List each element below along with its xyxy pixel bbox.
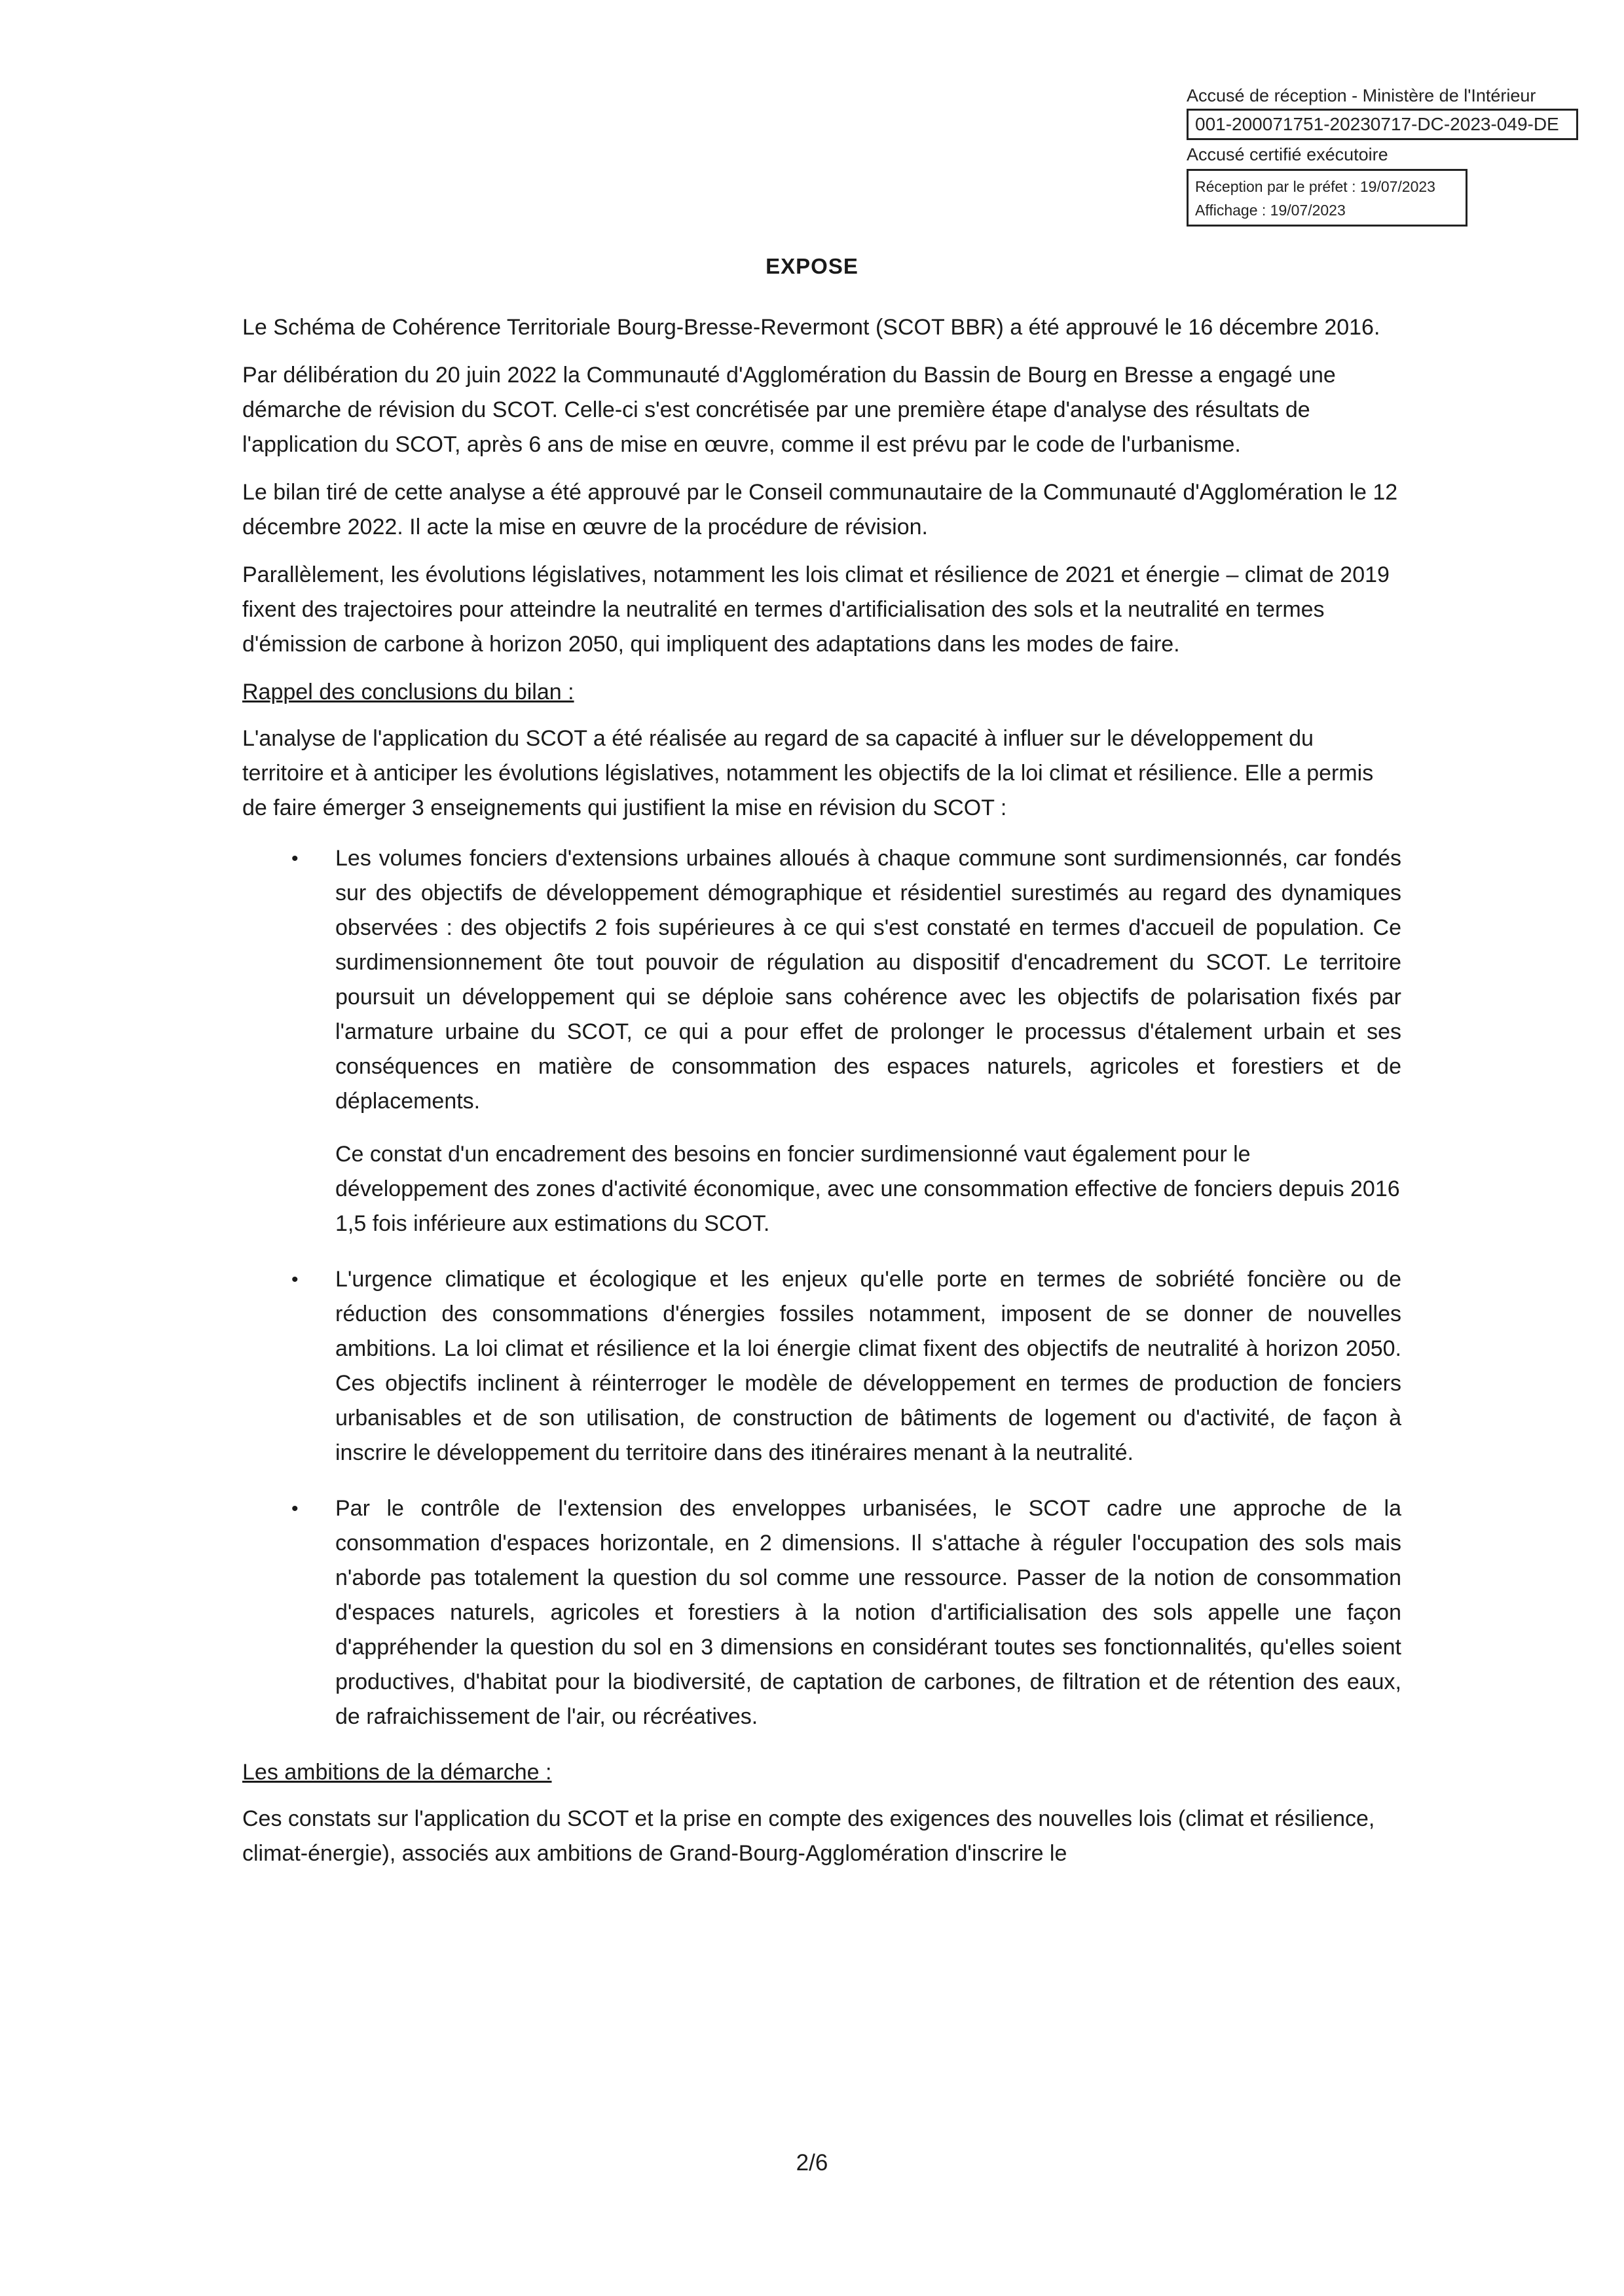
list-item bbox=[242, 1262, 1401, 1470]
stamp-dates-box bbox=[1187, 169, 1467, 227]
document-title: EXPOSE bbox=[766, 254, 858, 278]
list-item-extra-text: Ce constat d'un encadrement des besoins en foncier surdimensionné vaut également pour le développement des zones d'activité économique, avec une consommation effective de fonciers depuis 2016 1,5 fois inférieure aux estimations du SCOT. bbox=[335, 1142, 1400, 1236]
section-heading-conclusions: Rappel des conclusions du bilan : bbox=[242, 680, 574, 704]
bullet-icon: • bbox=[291, 848, 299, 869]
list-item bbox=[242, 1491, 1401, 1734]
intro-paragraph: Par délibération du 20 juin 2022 la Communauté d'Agglomération du Bassin de Bourg en Bresse a engagé une démarche de révision du SCOT. Celle-ci s'est concrétisée par une première étape d'analyse des résultats de l'application du SCOT, après 6 ans de mise en œuvre, comme il est prévu par le code de l'urbanisme. bbox=[242, 363, 1336, 457]
stamp-reception-date: Réception par le préfet : 19/07/2023 bbox=[1195, 178, 1435, 195]
section-heading-ambitions: Les ambitions de la démarche : bbox=[242, 1760, 552, 1785]
page-number: 2/6 bbox=[796, 2150, 828, 2176]
list-item-text: Par le contrôle de l'extension des enveloppes urbanisées, le SCOT cadre une approche de la consommation d'espaces horizontale, en 2 dimensions. Il s'attache à réguler l'occupation des sols mais n'aborde pas totalement la question du sol comme une ressource. Passer de la notion de consommation d'espaces naturels, agricoles et forestiers à la notion d'artificialisation des sols appelle une façon d'appréhender la question du sol en 3 dimensions en considérant toutes ses fonctionnalités, qu'elles soient productives, d'habitat pour la biodiversité, de captation de carbones, de filtration et de rétention des eaux, de rafraichissement de l'air, ou récréatives. bbox=[335, 1496, 1401, 1729]
intro-paragraph: Le bilan tiré de cette analyse a été approuvé par le Conseil communautaire de la Communauté d'Agglomération le 12 décembre 2022. Il acte la mise en œuvre de la procédure de révision. bbox=[242, 480, 1398, 539]
intro-paragraph: Le Schéma de Cohérence Territoriale Bourg-Bresse-Revermont (SCOT BBR) a été approuvé le 16 décembre 2016. bbox=[242, 315, 1380, 340]
section-paragraph: Ces constats sur l'application du SCOT et la prise en compte des exigences des nouvelles lois (climat et résilience, climat-énergie), associés aux ambitions de Grand-Bourg-Agglomération d'inscrire le bbox=[242, 1806, 1375, 1866]
list-item-text: Les volumes fonciers d'extensions urbaines alloués à chaque commune sont surdimensionnés, car fondés sur des objectifs de développement démographique et résidentiel surestimés au regard des dynamiques observées : des objectifs 2 fois supérieures à ce qui s'est constaté en termes d'accueil de population. Ce surdimensionnement ôte tout pouvoir de régulation au dispositif d'encadrement du SCOT. Le territoire poursuit un développement qui se déploie sans cohérence avec les objectifs de polarisation fixés par l'armature urbaine du SCOT, ce qui a pour effet de prolonger le processus d'étalement urbain et ses conséquences en matière de consommation des espaces naturels, agricoles et forestiers et de déplacements. bbox=[335, 846, 1401, 1114]
stamp-certified: Accusé certifié exécutoire bbox=[1187, 145, 1388, 164]
bullet-icon: • bbox=[291, 1498, 299, 1520]
bullet-icon: • bbox=[291, 1269, 299, 1290]
list-item bbox=[242, 841, 1401, 1241]
document-body bbox=[242, 310, 1401, 1884]
list-item-text: L'urgence climatique et écologique et les enjeux qu'elle porte en termes de sobriété foncière ou de réduction des consommations d'énergies fossiles notamment, imposent de se donner de nouvelles ambitions. La loi climat et résilience et la loi énergie climat fixent des objectifs de neutralité à horizon 2050. Ces objectifs inclinent à réinterroger le modèle de développement en termes de production de fonciers urbanisables et de son utilisation, de construction de bâtiments de logement ou d'activité, de façon à inscrire le développement du territoire dans des itinéraires menant à la neutralité. bbox=[335, 1267, 1401, 1465]
receipt-stamp bbox=[1187, 84, 1579, 227]
findings-list bbox=[242, 841, 1401, 1734]
stamp-acknowledgement: Accusé de réception - Ministère de l'Intérieur bbox=[1187, 86, 1536, 105]
stamp-display-date: Affichage : 19/07/2023 bbox=[1195, 202, 1346, 219]
intro-paragraph: Parallèlement, les évolutions législatives, notamment les lois climat et résilience de 2021 et énergie – climat de 2019 fixent des trajectoires pour atteindre la neutralité en termes d'artificialisation des sols et la neutralité en termes d'émission de carbone à horizon 2050, qui impliquent des adaptations dans les modes de faire. bbox=[242, 562, 1390, 657]
stamp-reference: 001-200071751-20230717-DC-2023-049-DE bbox=[1187, 109, 1578, 140]
section-intro-paragraph: L'analyse de l'application du SCOT a été réalisée au regard de sa capacité à influer sur le développement du territoire et à anticiper les évolutions législatives, notamment les objectifs de la loi climat et résilience. Elle a permis de faire émerger 3 enseignements qui justifient la mise en révision du SCOT : bbox=[242, 726, 1374, 820]
